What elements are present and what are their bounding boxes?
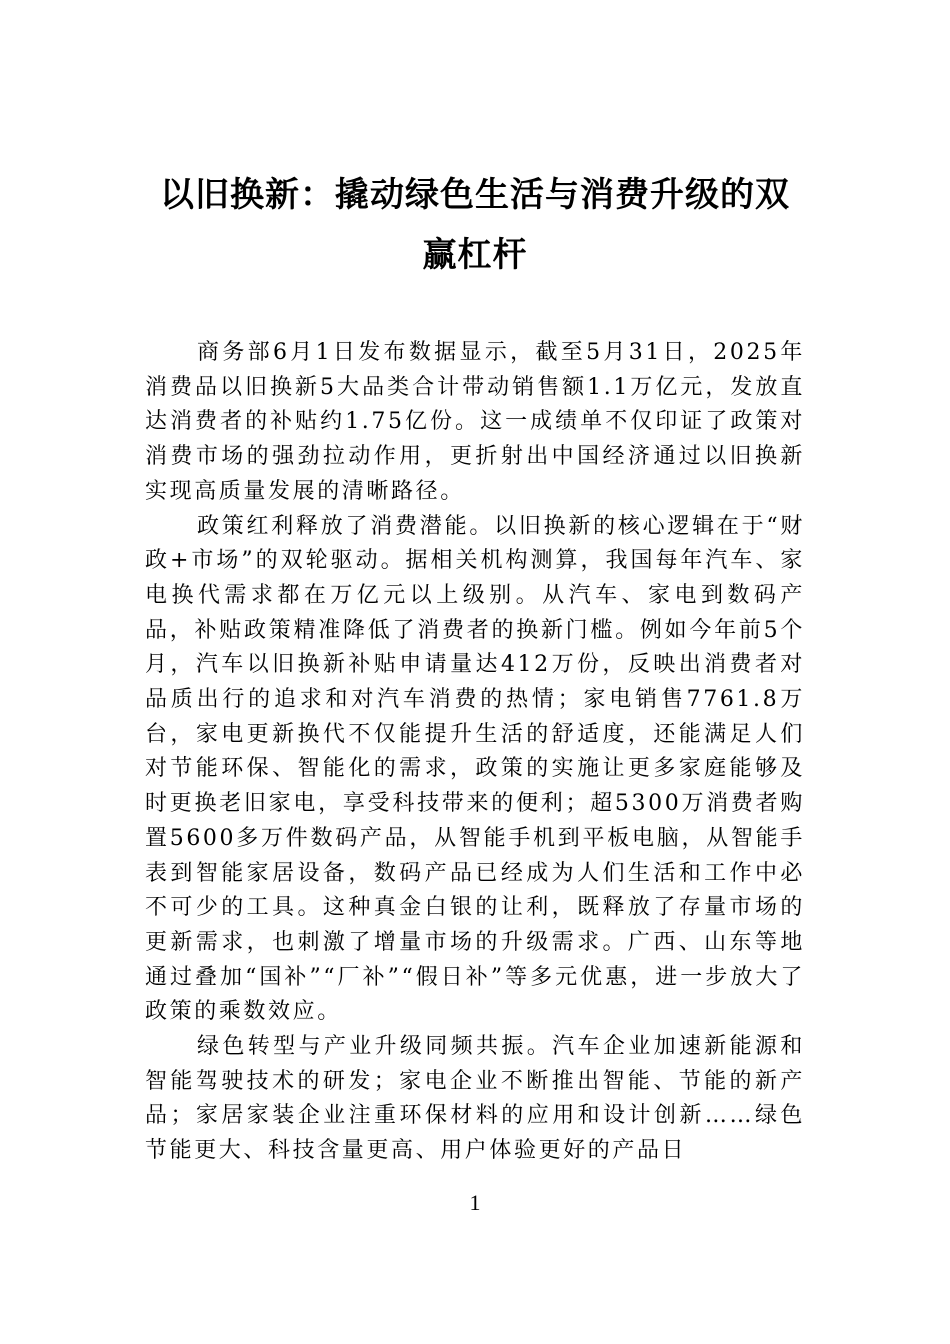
title-line-1: 以旧换新：撬动绿色生活与消费升级的双 (160, 175, 790, 215)
title-line-2: 赢杠杆 (422, 235, 528, 275)
paragraph-1: 商务部6月1日发布数据显示，截至5月31日，2025年消费品以旧换新5大品类合计带动销售额1.1万亿元，发放直达消费者的补贴约1.75亿份。这一成绩单不仅印证了政策对消费市场的强劲拉动作用，更折射出中国经济通过以旧换新实现高质量发展的清晰路径。 (145, 340, 805, 504)
paragraph-3: 绿色转型与产业升级同频共振。汽车企业加速新能源和智能驾驶技术的研发；家电企业不断推出智能、节能的新产品；家居家装企业注重环保材料的应用和设计创新……绿色节能更大、科技含量更高、用户体验更好的产品日 (145, 1034, 805, 1164)
page-number: 1 (469, 1190, 481, 1215)
document-title (145, 165, 805, 285)
paragraph-2: 政策红利释放了消费潜能。以旧换新的核心逻辑在于“财政+市场”的双轮驱动。据相关机构测算，我国每年汽车、家电换代需求都在万亿元以上级别。从汽车、家电到数码产品，补贴政策精准降低了消费者的换新门槛。例如今年前5个月，汽车以旧换新补贴申请量达412万份，反映出消费者对品质出行的追求和对汽车消费的热情；家电销售7761.8万台，家电更新换代不仅能提升生活的舒适度，还能满足人们对节能环保、智能化的需求，政策的实施让更多家庭能够及时更换老旧家电，享受科技带来的便利；超5300万消费者购置5600多万件数码产品，从智能手机到平板电脑，从智能手表到智能家居设备，数码产品已经成为人们生活和工作中必不可少的工具。这种真金白银的让利，既释放了存量市场的更新需求，也刺激了增量市场的升级需求。广西、山东等地通过叠加“国补”“厂补”“假日补”等多元优惠，进一步放大了政策的乘数效应。 (145, 513, 805, 1025)
document-body (145, 336, 805, 1169)
